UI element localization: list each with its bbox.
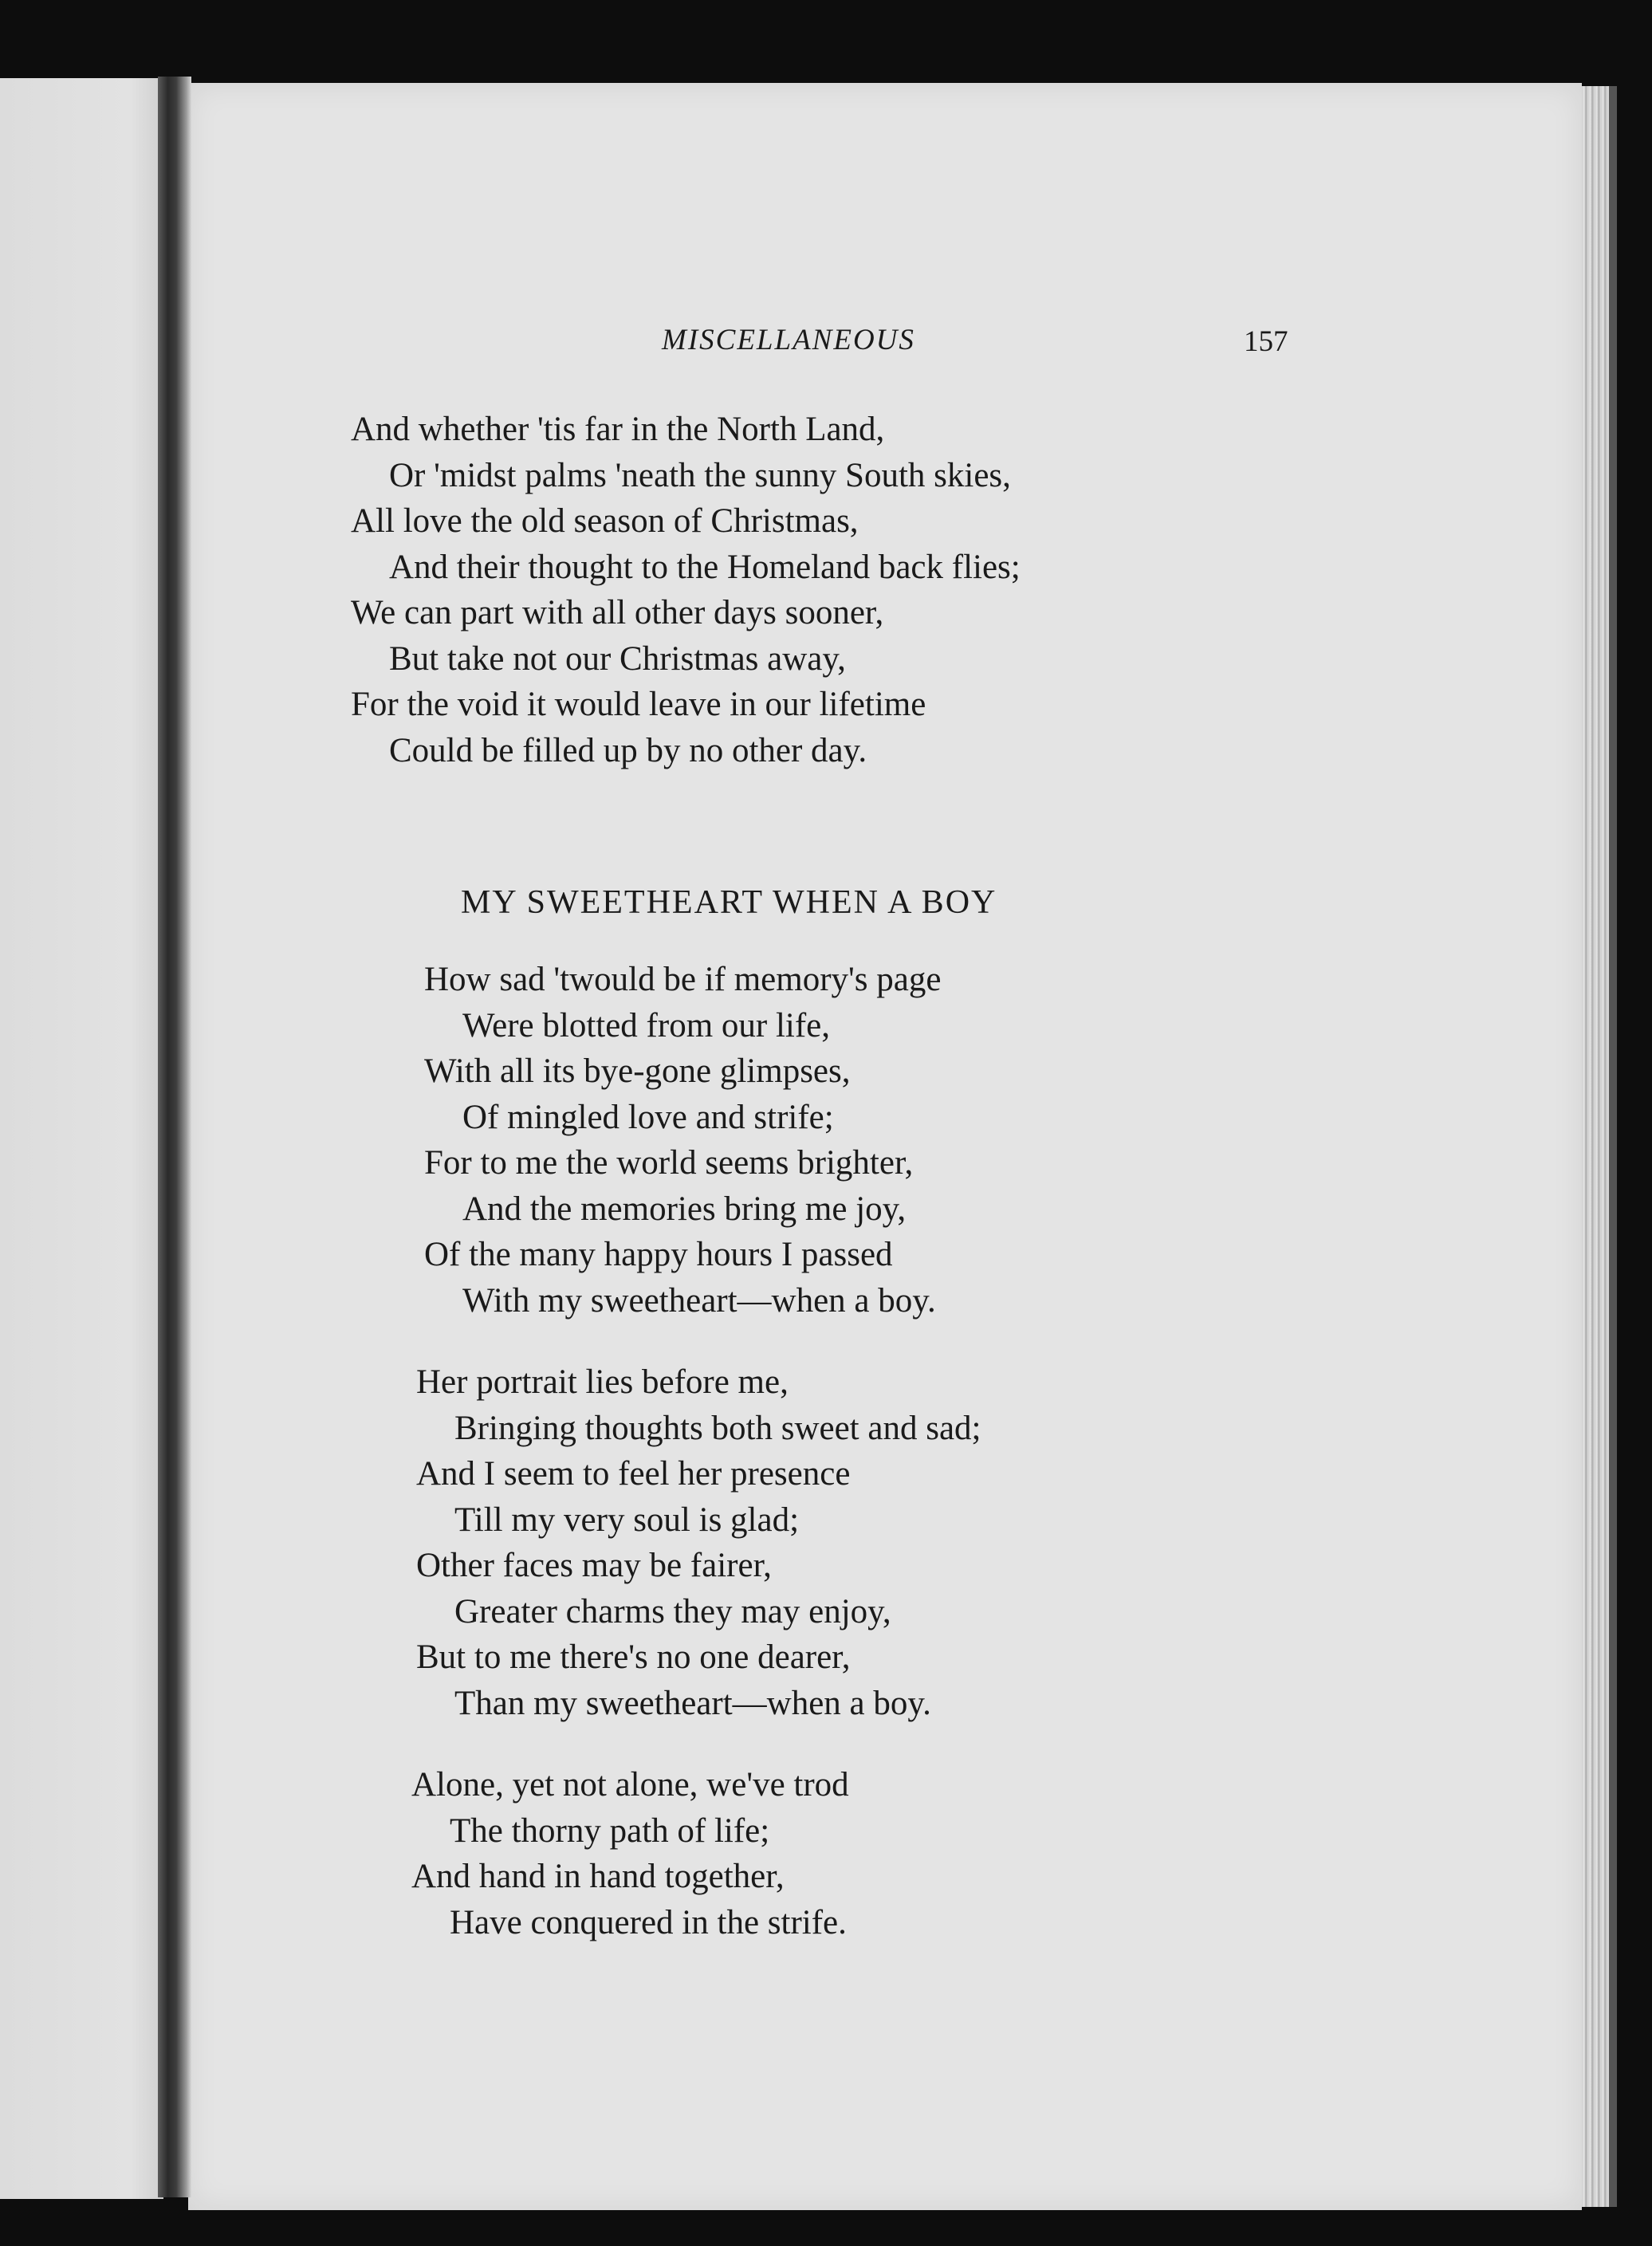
poem-stanza-3 [411, 1762, 849, 1945]
continued-stanza [351, 407, 1021, 773]
verse-line: Bringing thoughts both sweet and sad; [454, 1409, 981, 1447]
left-page-edge [0, 78, 163, 2199]
running-title: MISCELLANEOUS [662, 324, 915, 356]
verse-line: With all its bye-gone glimpses, [424, 1052, 851, 1090]
verse-line: But to me there's no one dearer, [416, 1638, 851, 1676]
verse-line: Of mingled love and strife; [462, 1098, 834, 1136]
verse-line: With my sweetheart—when a boy. [462, 1281, 936, 1320]
verse-line: And their thought to the Homeland back flies; [389, 548, 1021, 586]
verse-line: For to me the world seems brighter, [424, 1144, 914, 1182]
verse-line: Of the many happy hours I passed [424, 1236, 893, 1273]
poem-stanza-2 [416, 1359, 981, 1726]
verse-line: But take not our Christmas away, [389, 639, 846, 678]
verse-line: For the void it would leave in our lifetime [351, 686, 926, 723]
verse-line: All love the old season of Christmas, [351, 502, 859, 540]
verse-line: Than my sweetheart—when a boy. [454, 1684, 931, 1722]
page-number: 157 [1244, 325, 1288, 358]
verse-line: And the memories bring me joy, [462, 1190, 907, 1228]
verse-line: Or 'midst palms 'neath the sunny South skies, [389, 456, 1011, 494]
verse-line: Were blotted from our life, [462, 1006, 831, 1044]
verse-line: And whether 'tis far in the North Land, [351, 411, 885, 448]
verse-line: Have conquered in the strife. [450, 1903, 847, 1941]
verse-line: Could be filled up by no other day. [389, 731, 867, 769]
verse-line: Greater charms they may enjoy, [454, 1592, 891, 1630]
running-head [0, 323, 1652, 371]
cover-edge [1609, 86, 1617, 2207]
verse-line: Alone, yet not alone, we've trod [411, 1766, 849, 1803]
page-stack-edge [1582, 86, 1609, 2207]
verse-line: The thorny path of life; [450, 1811, 770, 1850]
verse-line: Other faces may be fairer, [416, 1547, 772, 1584]
verse-line: How sad 'twould be if memory's page [424, 961, 942, 998]
verse-line: Her portrait lies before me, [416, 1363, 789, 1401]
verse-line: And I seem to feel her presence [416, 1455, 851, 1493]
verse-line: We can part with all other days sooner, [351, 594, 884, 631]
poem-stanza-1 [424, 957, 941, 1324]
poem-title: MY SWEETHEART WHEN A BOY [461, 884, 997, 921]
verse-line: And hand in hand together, [411, 1858, 785, 1895]
book-gutter [158, 77, 191, 2197]
verse-line: Till my very soul is glad; [454, 1501, 800, 1539]
